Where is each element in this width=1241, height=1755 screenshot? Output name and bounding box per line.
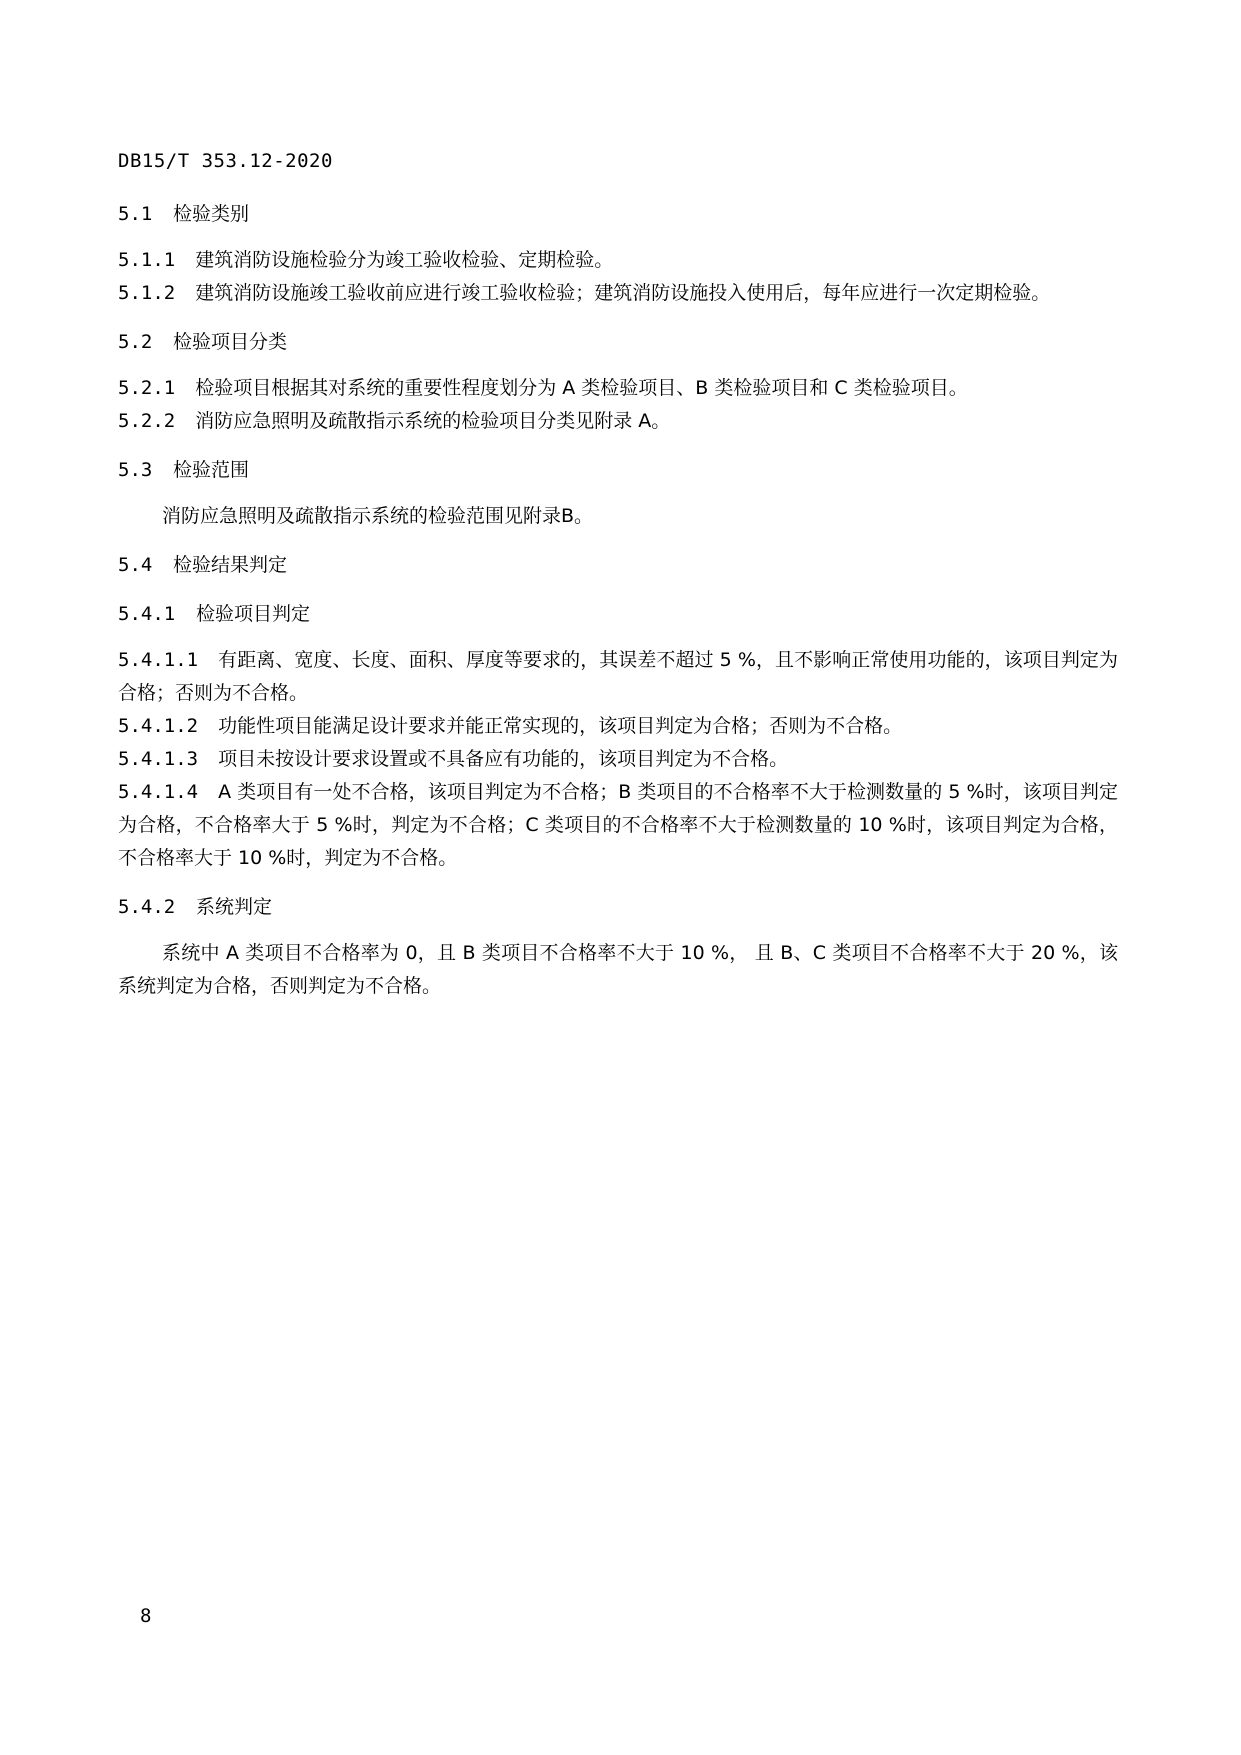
clause-number: 5.2.2 bbox=[118, 410, 176, 432]
page-number: 8 bbox=[140, 1605, 152, 1627]
clause-text: 项目未按设计要求设置或不具备应有功能的，该项目判定为不合格。 bbox=[218, 748, 789, 770]
section-title: 检验结果判定 bbox=[173, 554, 288, 576]
clause-number: 5.4.1.3 bbox=[118, 748, 199, 770]
document-code: DB15/T 353.12-2020 bbox=[118, 150, 333, 172]
clause-number: 5.2.1 bbox=[118, 377, 176, 399]
clause-5-2-2 bbox=[118, 405, 1118, 438]
clause-number: 5.4.1.4 bbox=[118, 781, 199, 803]
section-number: 5.1 bbox=[118, 203, 153, 225]
clause-5-2-1 bbox=[118, 372, 1118, 405]
clause-text: 建筑消防设施检验分为竣工验收检验、定期检验。 bbox=[195, 249, 614, 271]
clause-number: 5.1.1 bbox=[118, 249, 176, 271]
clause-5-1-2 bbox=[118, 277, 1118, 310]
section-title: 检验范围 bbox=[173, 459, 250, 481]
clause-text: A 类项目有一处不合格，该项目判定为不合格；B 类项目的不合格率不大于检测数量的 5 %时，该项目判定为合格，不合格率大于 5 %时，判定为不合格；C 类项目的不合格率不大于检测数量的 10 %时，该项目判定为合格，不合格率大于 10 %时，判定为不合格。 bbox=[118, 781, 1118, 869]
section-title: 系统判定 bbox=[196, 896, 273, 918]
clause-number: 5.4.1.2 bbox=[118, 715, 199, 737]
section-5-4-1-heading bbox=[118, 598, 1118, 631]
clause-5-4-1-4 bbox=[118, 776, 1118, 875]
clause-number: 5.4.1.1 bbox=[118, 649, 199, 671]
clause-5-4-1-3 bbox=[118, 743, 1118, 776]
section-title: 检验项目判定 bbox=[196, 603, 311, 625]
clause-text: 建筑消防设施竣工验收前应进行竣工验收检验；建筑消防设施投入使用后，每年应进行一次定期检验。 bbox=[195, 282, 1051, 304]
section-5-3-body: 消防应急照明及疏散指示系统的检验范围见附录B。 bbox=[162, 505, 594, 527]
clause-5-4-1-2 bbox=[118, 710, 1118, 743]
section-number: 5.2 bbox=[118, 331, 153, 353]
document-body bbox=[118, 198, 1118, 1015]
section-5-3-heading bbox=[118, 454, 1118, 487]
clause-text: 消防应急照明及疏散指示系统的检验项目分类见附录 A。 bbox=[195, 410, 671, 432]
section-number: 5.3 bbox=[118, 459, 153, 481]
clause-text: 检验项目根据其对系统的重要性程度划分为 A 类检验项目、B 类检验项目和 C 类检验项目。 bbox=[195, 377, 968, 399]
clause-text: 功能性项目能满足设计要求并能正常实现的，该项目判定为合格；否则为不合格。 bbox=[218, 715, 903, 737]
section-title: 检验项目分类 bbox=[173, 331, 288, 353]
section-5-2-heading bbox=[118, 326, 1118, 359]
clause-text: 有距离、宽度、长度、面积、厚度等要求的，其误差不超过 5 %，且不影响正常使用功能的，该项目判定为合格；否则为不合格。 bbox=[118, 649, 1118, 704]
section-number: 5.4.2 bbox=[118, 896, 176, 918]
section-5-4-heading bbox=[118, 549, 1118, 582]
section-number: 5.4 bbox=[118, 554, 153, 576]
section-5-4-2-heading bbox=[118, 891, 1118, 924]
clause-5-1-1 bbox=[118, 244, 1118, 277]
section-title: 检验类别 bbox=[173, 203, 250, 225]
clause-5-4-1-1 bbox=[118, 644, 1118, 710]
section-5-4-2-body: 系统中 A 类项目不合格率为 0，且 B 类项目不合格率不大于 10 %， 且 B、C 类项目不合格率不大于 20 %，该系统判定为合格，否则判定为不合格。 bbox=[118, 942, 1118, 997]
section-number: 5.4.1 bbox=[118, 603, 176, 625]
clause-number: 5.1.2 bbox=[118, 282, 176, 304]
section-5-1-heading bbox=[118, 198, 1118, 231]
